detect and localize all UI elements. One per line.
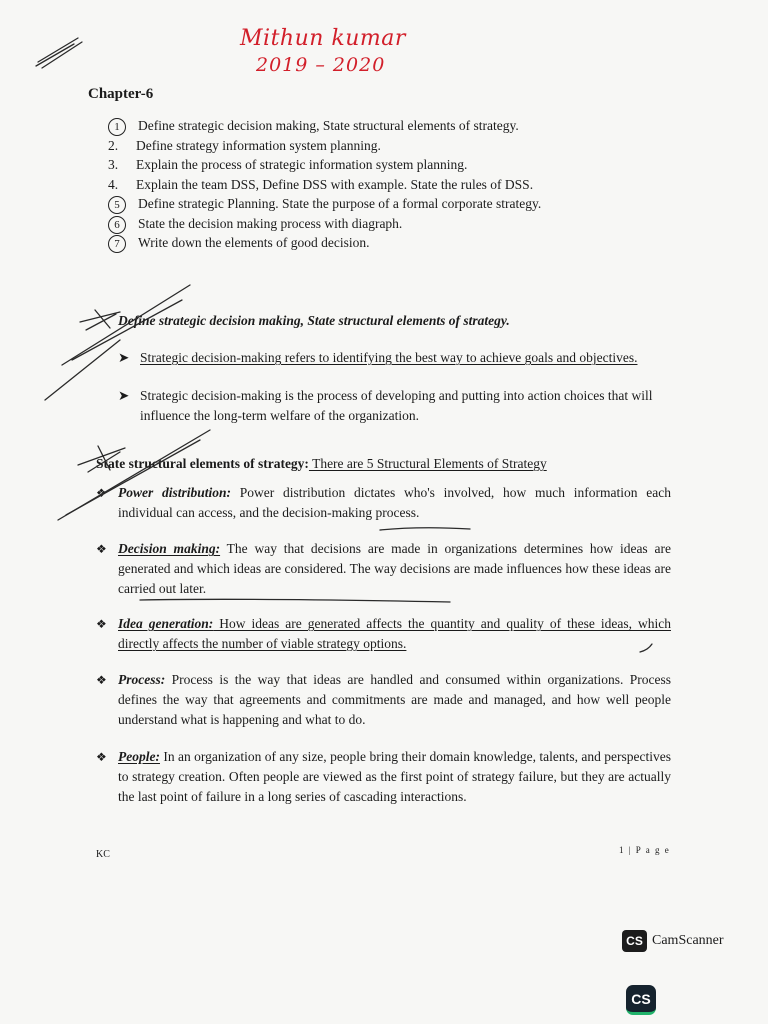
point-text: Strategic decision-making refers to identifying the best way to achieve goals and objectives. [140,350,638,365]
pen-stroke [36,44,74,66]
diamond-bullet-icon: ❖ [96,486,107,500]
list-item [118,386,678,426]
question-item [108,177,668,197]
point-text: Strategic decision-making is the process of developing and putting into action choices that will influence the long-term welfare of the organization. [140,388,653,423]
element-term: Power distribution: [118,485,232,500]
question-text: State the decision making process with diagraph. [138,215,403,231]
list-item [96,614,671,654]
element-term: Idea generation: [118,616,214,631]
question-text: Define strategy information system planning. [136,137,381,153]
pen-stroke [140,599,450,602]
list-item [96,670,671,730]
question-text: Define strategic decision making, State structural elements of strategy. [138,118,519,133]
diamond-bullet-icon: ❖ [96,542,107,556]
list-item [96,747,671,807]
question-item [108,196,668,216]
camscanner-logo-icon: CS [622,930,647,952]
section-heading-rest: There are 5 Structural Elements of Strategy [308,456,547,471]
pen-stroke [42,42,82,68]
question-list [108,118,668,255]
footer-initials: KC [96,849,110,860]
pen-stroke [45,340,120,400]
pen-stroke [380,528,470,530]
question-number: 6 [108,216,126,234]
question-number: 7 [108,235,126,253]
question-text: Explain the team DSS, Define DSS with example. State the rules of DSS. [136,176,534,192]
question-number: 4. [108,176,119,192]
question-item [108,118,668,138]
element-term: People: [118,749,160,764]
section-heading-bold: State structural elements of strategy: [96,456,309,471]
pen-stroke [80,310,120,330]
question-number: 3. [108,157,119,172]
handwritten-year: 2019 – 2020 [256,54,386,76]
chapter-title: Chapter-6 [88,86,154,102]
question-number: 2. [108,137,119,153]
section-heading [96,456,547,472]
handwritten-name: Mithun kumar [240,26,406,51]
pen-stroke [38,38,78,62]
diamond-bullet-icon: ❖ [96,750,107,764]
question-text: Write down the elements of good decision. [138,235,370,250]
question-item [108,138,668,158]
camscanner-brand-text: CamScanner [652,933,724,948]
page-number: 1 | P a g e [619,845,671,855]
question-text: Explain the process of strategic information system planning. [136,157,468,172]
arrow-bullet-icon: ➤ [118,388,130,403]
question-text: Define strategic Planning. State the purpose of a formal corporate strategy. [138,196,542,211]
element-text: In an organization of any size, people bring their domain knowledge, talents, and perspectives to strategy creation. Often people are viewed as the first point of strategy failure, but they are actually the last point of failure in a long series of cascading interactions. [118,749,671,804]
camscanner-watermark [622,930,724,952]
list-item [96,539,671,599]
element-text: Power distribution dictates who's involved, how much information each individual can access, and the decision-making process. [118,485,671,520]
list-item [96,483,671,523]
question-item [108,216,668,236]
arrow-bullet-icon: ➤ [118,350,130,365]
question-item [108,235,668,255]
section-heading: Define strategic decision making, State structural elements of strategy. [118,313,510,328]
question-item [108,157,668,177]
question-number: 5 [108,196,126,214]
element-term: Decision making: [118,541,221,556]
element-text: The way that decisions are made in organizations determines how ideas are generated and which ideas are considered. The way decisions are made influences how these ideas are carried out later. [118,541,671,596]
element-term: Process: [118,672,166,687]
list-item [118,348,678,368]
diamond-bullet-icon: ❖ [96,617,107,631]
element-text: Process is the way that ideas are handled and consumed within organizations. Process defines the way that agreements and commitments are made and managed, and how well people understand what is happening and what to do. [118,672,671,727]
diamond-bullet-icon: ❖ [96,673,107,687]
element-text: How ideas are generated affects the quantity and quality of these ideas, which directly affects the number of viable strategy options. [118,616,671,651]
question-number: 1 [108,118,126,136]
camscanner-app-icon[interactable]: CS [626,985,656,1015]
